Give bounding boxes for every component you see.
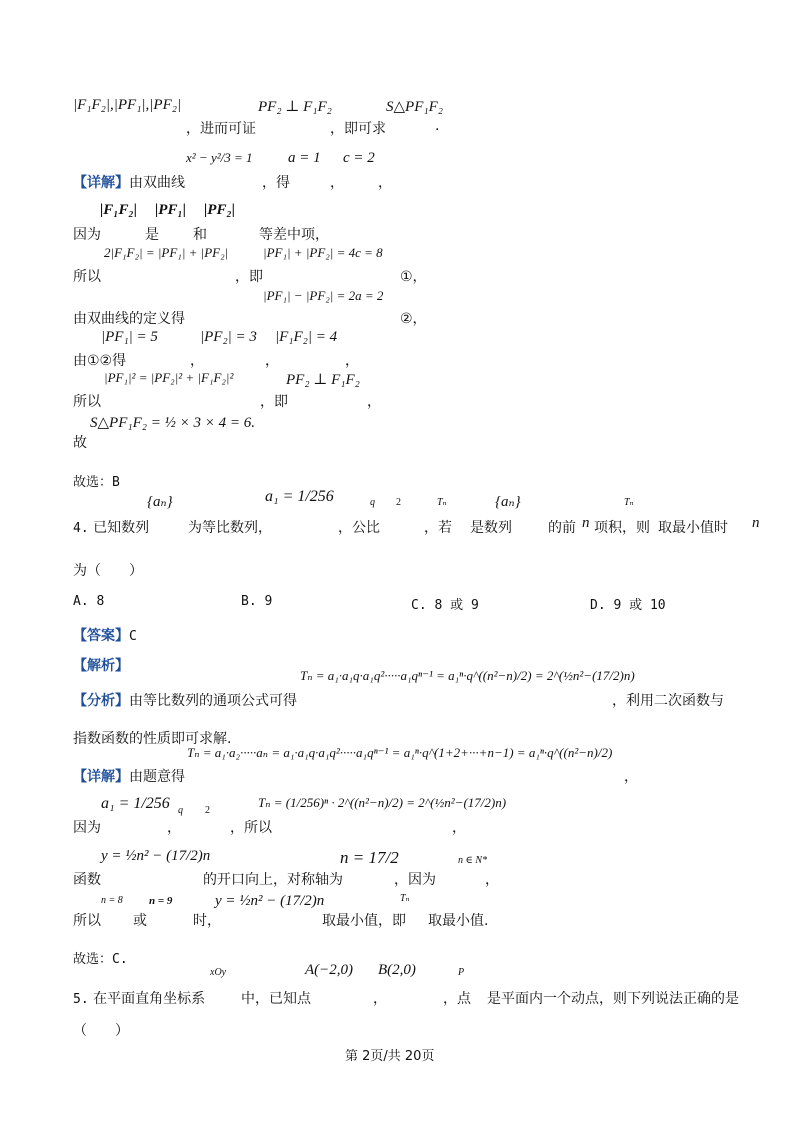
text: 已知数列 <box>93 520 150 536</box>
formula-product: Tₙ = a₁·a₁q·a₁q²·····a₁qⁿ⁻¹ = a₁ⁿ·q^((n²−n)/2) = 2^(½n²−(17/2)n) <box>300 668 635 683</box>
formula: {aₙ} <box>495 494 521 510</box>
formula: 2 <box>205 805 210 816</box>
detail-tag: 【详解】 <box>73 175 129 191</box>
formula: 2 <box>396 497 401 508</box>
text: 为（ ） <box>73 563 143 579</box>
text: ，即 <box>235 269 263 285</box>
text: ，所以 <box>230 820 272 836</box>
text: ，点 <box>443 991 471 1007</box>
text: ②， <box>400 311 427 327</box>
text: ，即可求 <box>330 121 386 137</box>
detail-line <box>73 766 185 786</box>
detail-tag: 【详解】 <box>73 769 129 785</box>
text: 指数函数的性质即可求解. <box>73 731 232 747</box>
formula: n = 17/2 <box>340 848 399 867</box>
text: ， <box>373 991 387 1007</box>
formula: PF₂ ⊥ F₁F₂ <box>286 372 360 388</box>
text: 因为 <box>73 820 101 836</box>
text: 和 <box>193 227 207 243</box>
text: ， <box>190 353 204 369</box>
text: 中，已知点 <box>241 991 311 1007</box>
text: 由双曲线的定义得 <box>73 311 185 327</box>
formula: y = ½n² − (17/2)n <box>101 848 211 864</box>
formula: a₁ = 1/256 <box>101 795 170 812</box>
formula: |PF₁|² = |PF₂|² + |F₁F₂|² <box>104 370 234 385</box>
formula: |PF₂| = 3 <box>200 329 257 345</box>
text: 等差中项， <box>259 227 329 243</box>
text: ，利用二次函数与 <box>612 693 724 709</box>
answer-choice: 故选：B <box>73 475 120 490</box>
question-4-text <box>73 517 149 537</box>
detail-heading <box>73 172 185 192</box>
formula: q <box>370 497 375 508</box>
formula-hyperbola: x² − y²/3 = 1 <box>186 150 253 165</box>
text: 取最小值. <box>428 913 489 929</box>
text: 所以 <box>73 394 101 410</box>
formula: 2|F₁F₂| = |PF₁| + |PF₂| <box>104 245 229 260</box>
text: 是 <box>145 227 159 243</box>
analysis-line <box>73 690 297 710</box>
formula: {aₙ} <box>147 494 173 510</box>
text: 由题意得 <box>129 769 185 785</box>
option-b: B. 9 <box>241 594 273 609</box>
formula: Tₙ <box>624 497 634 508</box>
text: ，得 <box>262 175 290 191</box>
text: （ ） <box>73 1023 129 1039</box>
formula-perpendicular: PF₂ ⊥ F₁F₂ <box>258 99 332 115</box>
text: 所以 <box>73 269 101 285</box>
option-d: D. 9 或 10 <box>590 598 666 613</box>
formula: |F₁F₂| = 4 <box>275 329 338 345</box>
text: ，若 <box>424 520 452 536</box>
option-c: C. 8 或 9 <box>411 598 479 613</box>
formula-c: c = 2 <box>343 150 375 166</box>
formula: n <box>582 515 590 531</box>
text: ， <box>367 394 381 410</box>
formula: P <box>458 967 465 978</box>
formula: |PF₂| <box>204 202 236 218</box>
formula: |F₁F₂| <box>100 202 138 218</box>
formula: |PF₁| − |PF₂| = 2a = 2 <box>263 288 384 303</box>
formula: Tₙ <box>437 497 447 508</box>
formula-area-result: S△PF₁F₂ = ½ × 3 × 4 = 6. <box>90 415 255 431</box>
text: ，公比 <box>338 520 380 536</box>
analysis-tag: 【解析】 <box>73 658 129 674</box>
formula-product-detail: Tₙ = a₁·a₂·····aₙ = a₁·a₁q·a₁q²·····a₁qⁿ⁻¹ = a₁ⁿ·q^(1+2+···+n−1) = a₁ⁿ·q^((n²−n)/2) <box>187 745 613 760</box>
formula: |PF₁| = 5 <box>101 329 158 345</box>
text: 时， <box>193 913 221 929</box>
option-a: A. 8 <box>73 594 105 609</box>
text: 所以 <box>73 913 101 929</box>
answer-tag: 【答案】 <box>73 628 129 644</box>
formula: |PF₁| + |PF₂| = 4c = 8 <box>263 245 383 260</box>
text: ， <box>378 175 392 191</box>
question-number: 4. <box>73 521 89 536</box>
formula: A(−2,0) <box>305 962 354 978</box>
question-number: 5. <box>73 992 89 1007</box>
question-5-text <box>73 988 205 1008</box>
text: 由等比数列的通项公式可得 <box>129 693 297 709</box>
formula-a: a = 1 <box>288 150 321 166</box>
formula: q <box>178 805 183 816</box>
answer-value: C <box>129 629 137 644</box>
analysis-sub-tag: 【分析】 <box>73 693 129 709</box>
text: 在平面直角坐标系 <box>93 991 206 1007</box>
text: ， <box>265 353 279 369</box>
text: 的开口向上，对称轴为 <box>203 872 343 888</box>
text: ， <box>624 769 638 785</box>
text: 或 <box>133 913 147 929</box>
formula-distances: |F₁F₂|,|PF₁|,|PF₂| <box>73 97 182 113</box>
text: 为等比数列， <box>188 520 272 536</box>
answer-choice: 故选：C. <box>73 952 128 967</box>
text: 项积，则 <box>594 520 650 536</box>
text: 是数列 <box>470 520 512 536</box>
formula: n <box>752 515 760 531</box>
formula: Tₙ = (1/256)ⁿ · 2^((n²−n)/2) = 2^(½n²−(17/2)n) <box>258 795 507 810</box>
text: 由①②得 <box>73 353 127 369</box>
formula: xOy <box>210 967 227 978</box>
answer-line <box>73 625 137 645</box>
text: 由双曲线 <box>129 175 185 191</box>
formula: Tₙ <box>400 893 410 904</box>
formula: B(2,0) <box>378 962 416 978</box>
text: ，因为 <box>394 872 436 888</box>
formula-area: S△PF₁F₂ <box>386 99 443 115</box>
text: ， <box>330 175 344 191</box>
text: ， <box>485 872 499 888</box>
formula: n = 8 <box>101 895 123 906</box>
text: ， <box>167 820 181 836</box>
text: 的前 <box>548 520 576 536</box>
text: . <box>435 118 440 134</box>
formula: a₁ = 1/256 <box>265 488 334 505</box>
formula: n ∈ N* <box>458 855 488 866</box>
text: ， <box>452 820 466 836</box>
text: 因为 <box>73 227 101 243</box>
text: ，即 <box>260 394 288 410</box>
text: 故 <box>73 435 87 451</box>
text: 取最小值，即 <box>322 913 406 929</box>
text: 函数 <box>73 872 101 888</box>
text: 取最小值时 <box>658 520 728 536</box>
formula: n = 9 <box>149 895 173 907</box>
text: ①， <box>400 269 427 285</box>
text: 是平面内一个动点，则下列说法正确的是 <box>487 991 739 1007</box>
text: ， <box>345 353 359 369</box>
formula: y = ½n² − (17/2)n <box>215 893 325 909</box>
page-footer: 第 2页/共 20页 <box>345 1049 435 1064</box>
text: ，进而可证 <box>186 121 256 137</box>
formula: |PF₁| <box>155 202 187 218</box>
